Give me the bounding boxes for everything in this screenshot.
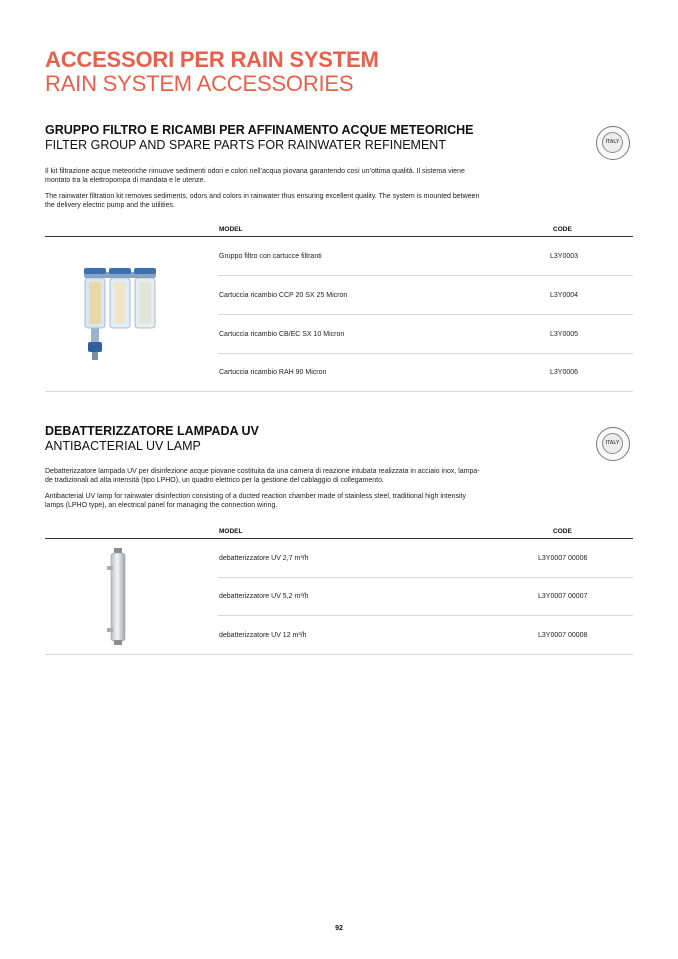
desc-line: montato tra la elettropompa di mandata e le utenze. [45, 177, 206, 185]
table-header-rule [45, 538, 633, 539]
desc-line: Il kit filtrazione acque meteoriche rimuove sedimenti odori e colori nell’acqua piovana garantendo così un’ottima qualità. Il sistema viene [45, 168, 465, 175]
row-divider [218, 615, 633, 616]
row-divider [218, 353, 633, 354]
table-row-code: L3Y0007 00008 [538, 632, 588, 639]
section-2-description-en [45, 492, 565, 510]
section-2-title: DEBATTERIZZATORE LAMPADA UV [45, 424, 259, 438]
seal-text: ITALY [605, 139, 620, 145]
table-row-model: debatterizzatore UV 12 m³/h [219, 632, 307, 639]
section-2-subtitle: ANTIBACTERIAL UV LAMP [45, 439, 201, 453]
uv-lamp-image [106, 548, 130, 646]
table-row-model: debatterizzatore UV 5,2 m³/h [219, 593, 309, 600]
desc-line: Antibacterial UV lamp for rainwater disinfection consisting of a ducted reaction chamber made of stainless steel, traditional high intensity [45, 493, 466, 500]
desc-line: de tradizionali ad alta intensità (tipo LPHO), un quadro elettrico per la gestione del cablaggio di collegamento. [45, 477, 384, 485]
page-number: 92 [335, 925, 343, 932]
table-row-model: debatterizzatore UV 2,7 m³/h [219, 555, 309, 562]
row-divider [218, 577, 633, 578]
table-row-code: L3Y0007 00006 [538, 555, 588, 562]
page-title-en: RAIN SYSTEM ACCESSORIES [45, 71, 354, 96]
page-title-it: ACCESSORI PER RAIN SYSTEM [45, 47, 379, 72]
column-header-model: MODEL [219, 528, 243, 535]
table-bottom-rule [45, 654, 633, 655]
table-row-model: Cartuccia ricambio RAH 90 Micron [219, 369, 327, 376]
table-row-code: L3Y0004 [550, 292, 579, 299]
column-header-code: CODE [553, 226, 572, 233]
table-header-rule [45, 236, 633, 237]
table-row-model: Gruppo filtro con cartucce filtranti [219, 253, 322, 260]
section-1-title: GRUPPO FILTRO E RICAMBI PER AFFINAMENTO ACQUE METEORICHE [45, 123, 474, 137]
desc-line: lamps (LPHO type), an electrical panel for managing the connection wiring. [45, 502, 278, 510]
column-header-model: MODEL [219, 226, 243, 233]
table-row-model: Cartuccia ricambio CB/EC SX 10 Micron [219, 331, 345, 338]
quality-seal-icon [596, 126, 630, 160]
seal-text: ITALY [605, 440, 620, 446]
desc-line: the delivery electric pump and the utilities. [45, 202, 175, 210]
filter-group-image [80, 266, 160, 362]
table-row-code: L3Y0005 [550, 331, 579, 338]
section-1-description-en [45, 192, 565, 210]
column-header-code: CODE [553, 528, 572, 535]
desc-line: Debatterizzatore lampada UV per disinfezione acque piovane costituita da una camera di reazione intubata realizzata in acciaio inox, lampa- [45, 468, 480, 475]
table-row-model: Cartuccia ricambio CCP 20 SX 25 Micron [219, 292, 348, 299]
row-divider [218, 314, 633, 315]
section-1-description-it [45, 167, 565, 185]
table-bottom-rule [45, 391, 633, 392]
section-1-subtitle: FILTER GROUP AND SPARE PARTS FOR RAINWATER REFINEMENT [45, 138, 446, 152]
table-row-code: L3Y0003 [550, 253, 579, 260]
table-row-code: L3Y0006 [550, 369, 579, 376]
quality-seal-icon [596, 427, 630, 461]
section-2-description-it [45, 467, 565, 485]
row-divider [218, 275, 633, 276]
table-row-code: L3Y0007 00007 [538, 593, 588, 600]
desc-line: The rainwater filtration kit removes sediments, odors and colors in rainwater thus ensuring excellent quality. The system is mounted between [45, 193, 480, 200]
